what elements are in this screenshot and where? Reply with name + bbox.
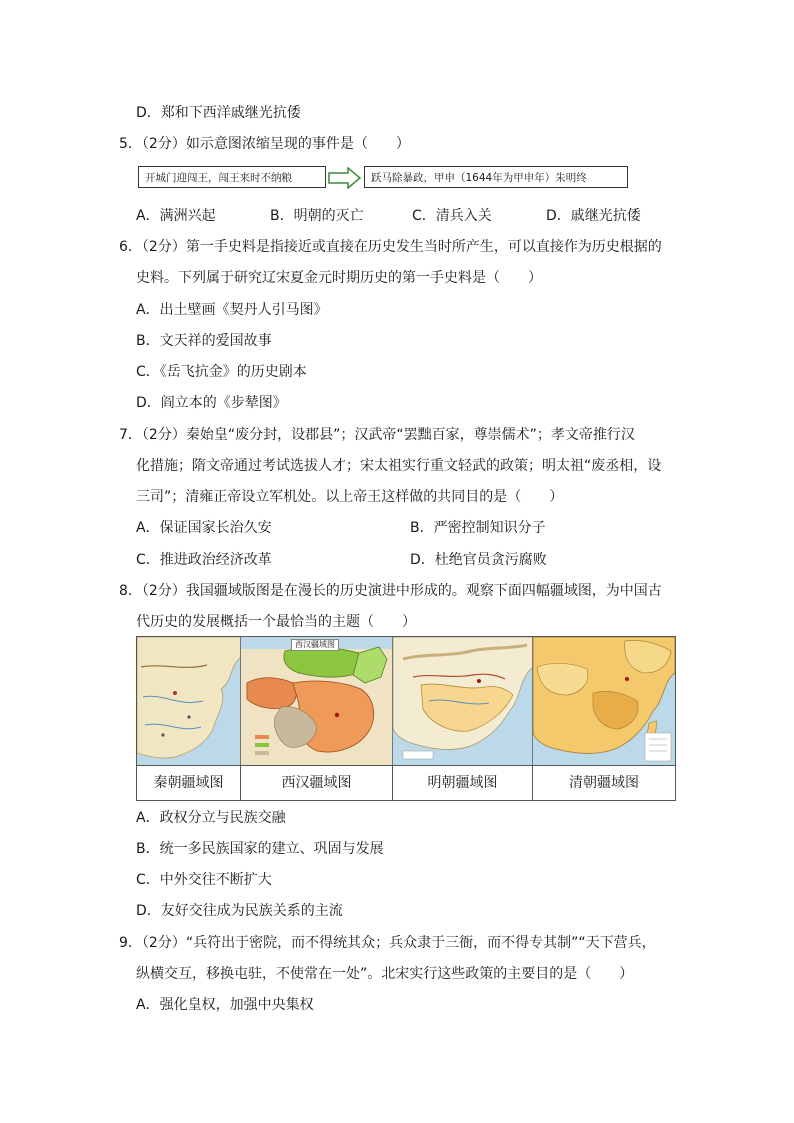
- q9-option-a: A．强化皇权，加强中央集权: [136, 997, 314, 1013]
- q9-stem-line1: 9．（2分）“兵符出于密院，而不得统其众；兵众隶于三衙，而不得专其制”“天下营兵，: [119, 935, 656, 951]
- q7-stem-line2: 化措施；隋文帝通过考试选拔人才；宋太祖实行重文轻武的政策；明太祖“废丞相，设: [136, 458, 662, 474]
- q7-stem-line3: 三司”；清雍正帝设立军机处。以上帝王这样做的共同目的是（ ）: [136, 489, 564, 505]
- q6-stem-line1: 6．（2分）第一手史料是指接近或直接在历史发生当时所产生，可以直接作为历史根据的: [119, 239, 662, 255]
- q6-option-d: D．阎立本的《步辇图》: [136, 395, 287, 411]
- arrow-right-icon: [328, 167, 362, 189]
- q7-option-c: C．推进政治经济改革: [136, 552, 272, 568]
- caption-qin: 秦朝疆域图: [137, 766, 241, 801]
- q6-option-b: B．文天祥的爱国故事: [136, 333, 272, 349]
- q5-stem: 5．（2分）如示意图浓缩呈现的事件是（ ）: [119, 136, 410, 152]
- q5-options: [136, 206, 641, 226]
- q8-map-table: [136, 636, 676, 801]
- q5-option-c: C．清兵入关: [412, 208, 492, 224]
- q6-option-a: A．出土壁画《契丹人引马图》: [136, 302, 328, 318]
- ming-map-image: [393, 637, 533, 765]
- qin-map-image: [137, 637, 241, 765]
- caption-qing: 清朝疆域图: [569, 775, 639, 791]
- q5-box-left: 开城门迎闯王，闯王来时不纳粮: [138, 166, 326, 188]
- q6-stem-line2: 史料。下列属于研究辽宋夏金元时期历史的第一手史料是（ ）: [136, 270, 542, 286]
- western-han-map-image: [241, 637, 393, 765]
- q5-option-b: B．明朝的灭亡: [270, 208, 364, 224]
- q8-option-c: C．中外交往不断扩大: [136, 872, 272, 888]
- q8-stem-line1: 8．（2分）我国疆域版图是在漫长的历史演进中形成的。观察下面四幅疆域图，为中国古: [119, 583, 662, 599]
- q7-option-d: D．杜绝官员贪污腐败: [410, 552, 547, 568]
- q7-option-b: B．严密控制知识分子: [410, 520, 546, 536]
- q5-box-right: 跃马除暴政，甲申（1644年为甲申年）朱明终: [364, 166, 628, 188]
- q6-option-c: C．《岳飞抗金》的历史剧本: [136, 364, 307, 380]
- q8-option-d: D．友好交往成为民族关系的主流: [136, 903, 343, 919]
- q9-stem-line2: 纵横交互，移换屯驻，不使常在一处”。北宋实行这些政策的主要目的是（ ）: [136, 966, 634, 982]
- caption-western-han: 西汉疆域图: [241, 766, 393, 801]
- q7-stem-line1: 7．（2分）秦始皇“废分封，设郡县”；汉武帝“罢黜百家，尊崇儒术”；孝文帝推行汉: [119, 427, 635, 443]
- q4-option-d: D．郑和下西洋戚继光抗倭: [136, 105, 301, 121]
- q8-option-b: B．统一多民族国家的建立、巩固与发展: [136, 841, 384, 857]
- q5-flow-diagram: [138, 166, 628, 190]
- qing-map-image: [533, 637, 675, 765]
- western-han-map-inner-title: 西汉疆域图: [291, 639, 339, 651]
- q8-stem-line2: 代历史的发展概括一个最恰当的主题（ ）: [136, 614, 416, 630]
- q5-option-a: A．满洲兴起: [136, 208, 216, 224]
- caption-ming: 明朝疆域图: [393, 766, 533, 801]
- q7-option-a: A．保证国家长治久安: [136, 520, 272, 536]
- q5-option-d: D．戚继光抗倭: [546, 208, 641, 224]
- q8-option-a: A．政权分立与民族交融: [136, 810, 286, 826]
